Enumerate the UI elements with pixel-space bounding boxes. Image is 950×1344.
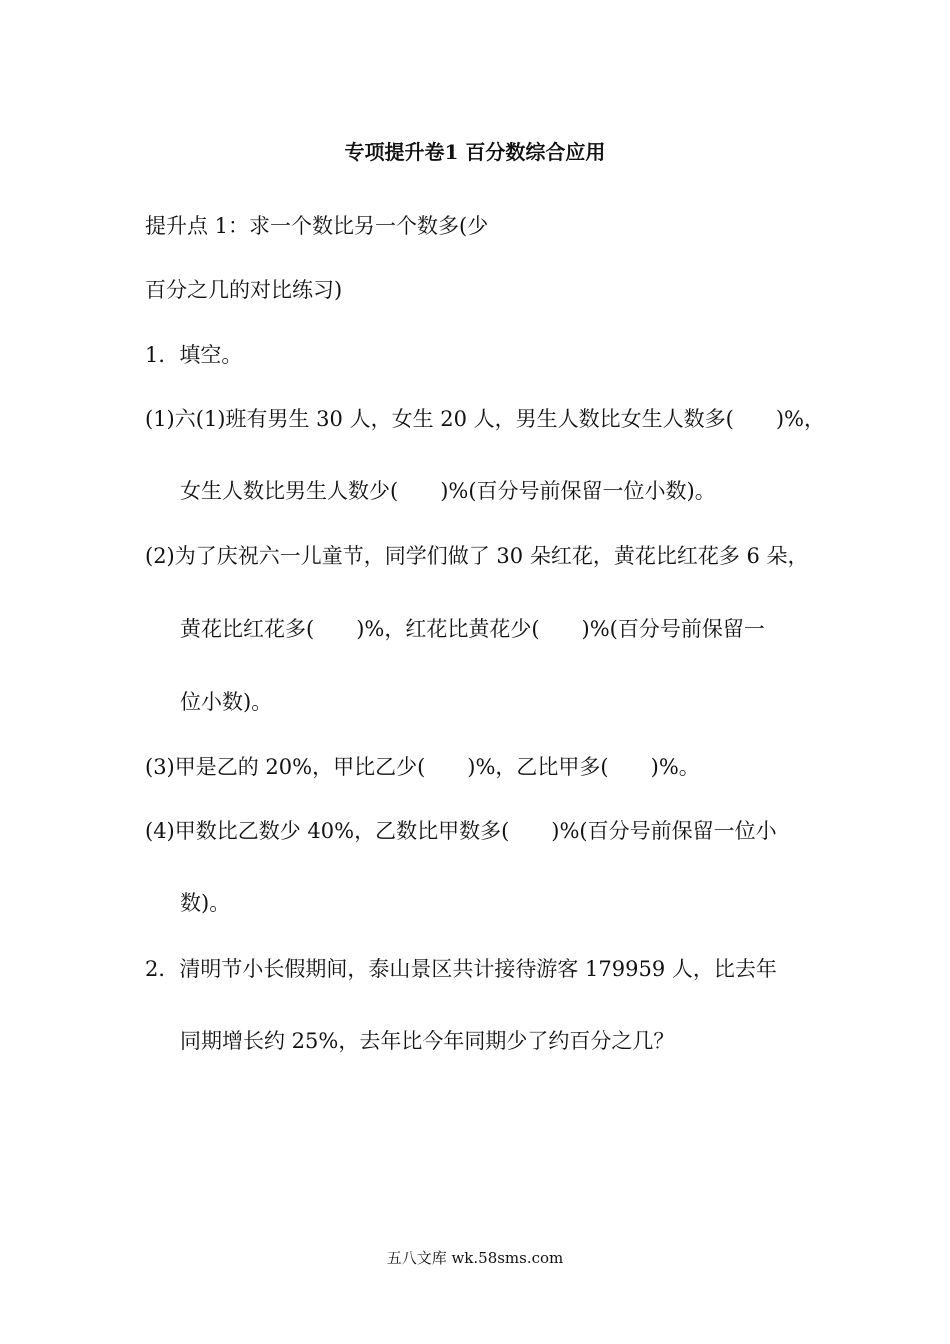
- page-footer: 五八文库 wk.58sms.com: [386, 1249, 564, 1267]
- question-1-part-3-line1: (3)甲是乙的 20%，甲比乙少( )%，乙比甲多( )%。: [145, 755, 700, 779]
- question-2-line1: 2．清明节小长假期间，泰山景区共计接待游客 179959 人，比去年: [145, 957, 777, 981]
- question-1-part-2-line1: (2)为了庆祝六一儿童节，同学们做了 30 朵红花，黄花比红花多 6 朵，: [145, 544, 809, 568]
- question-1-part-1-line1: (1)六(1)班有男生 30 人，女生 20 人，男生人数比女生人数多( )%，: [145, 407, 825, 431]
- section-heading-line1: 提升点 1：求一个数比另一个数多(少: [145, 214, 489, 238]
- question-1-part-4-line1: (4)甲数比乙数少 40%，乙数比甲数多( )%(百分号前保留一位小: [145, 819, 777, 843]
- question-1-part-1-line2: 女生人数比男生人数少( )%(百分号前保留一位小数)。: [180, 479, 716, 503]
- question-1-part-4-line2: 数)。: [180, 891, 231, 915]
- question-1-part-2-line2: 黄花比红花多( )%，红花比黄花少( )%(百分号前保留一: [180, 617, 765, 641]
- question-1-heading: 1．填空。: [145, 343, 243, 367]
- question-1-part-2-line3: 位小数)。: [180, 690, 273, 714]
- question-2-line2: 同期增长约 25%，去年比今年同期少了约百分之几？: [180, 1029, 675, 1053]
- section-heading-line2: 百分之几的对比练习): [145, 278, 343, 302]
- document-title: 专项提升卷1 百分数综合应用: [344, 140, 606, 164]
